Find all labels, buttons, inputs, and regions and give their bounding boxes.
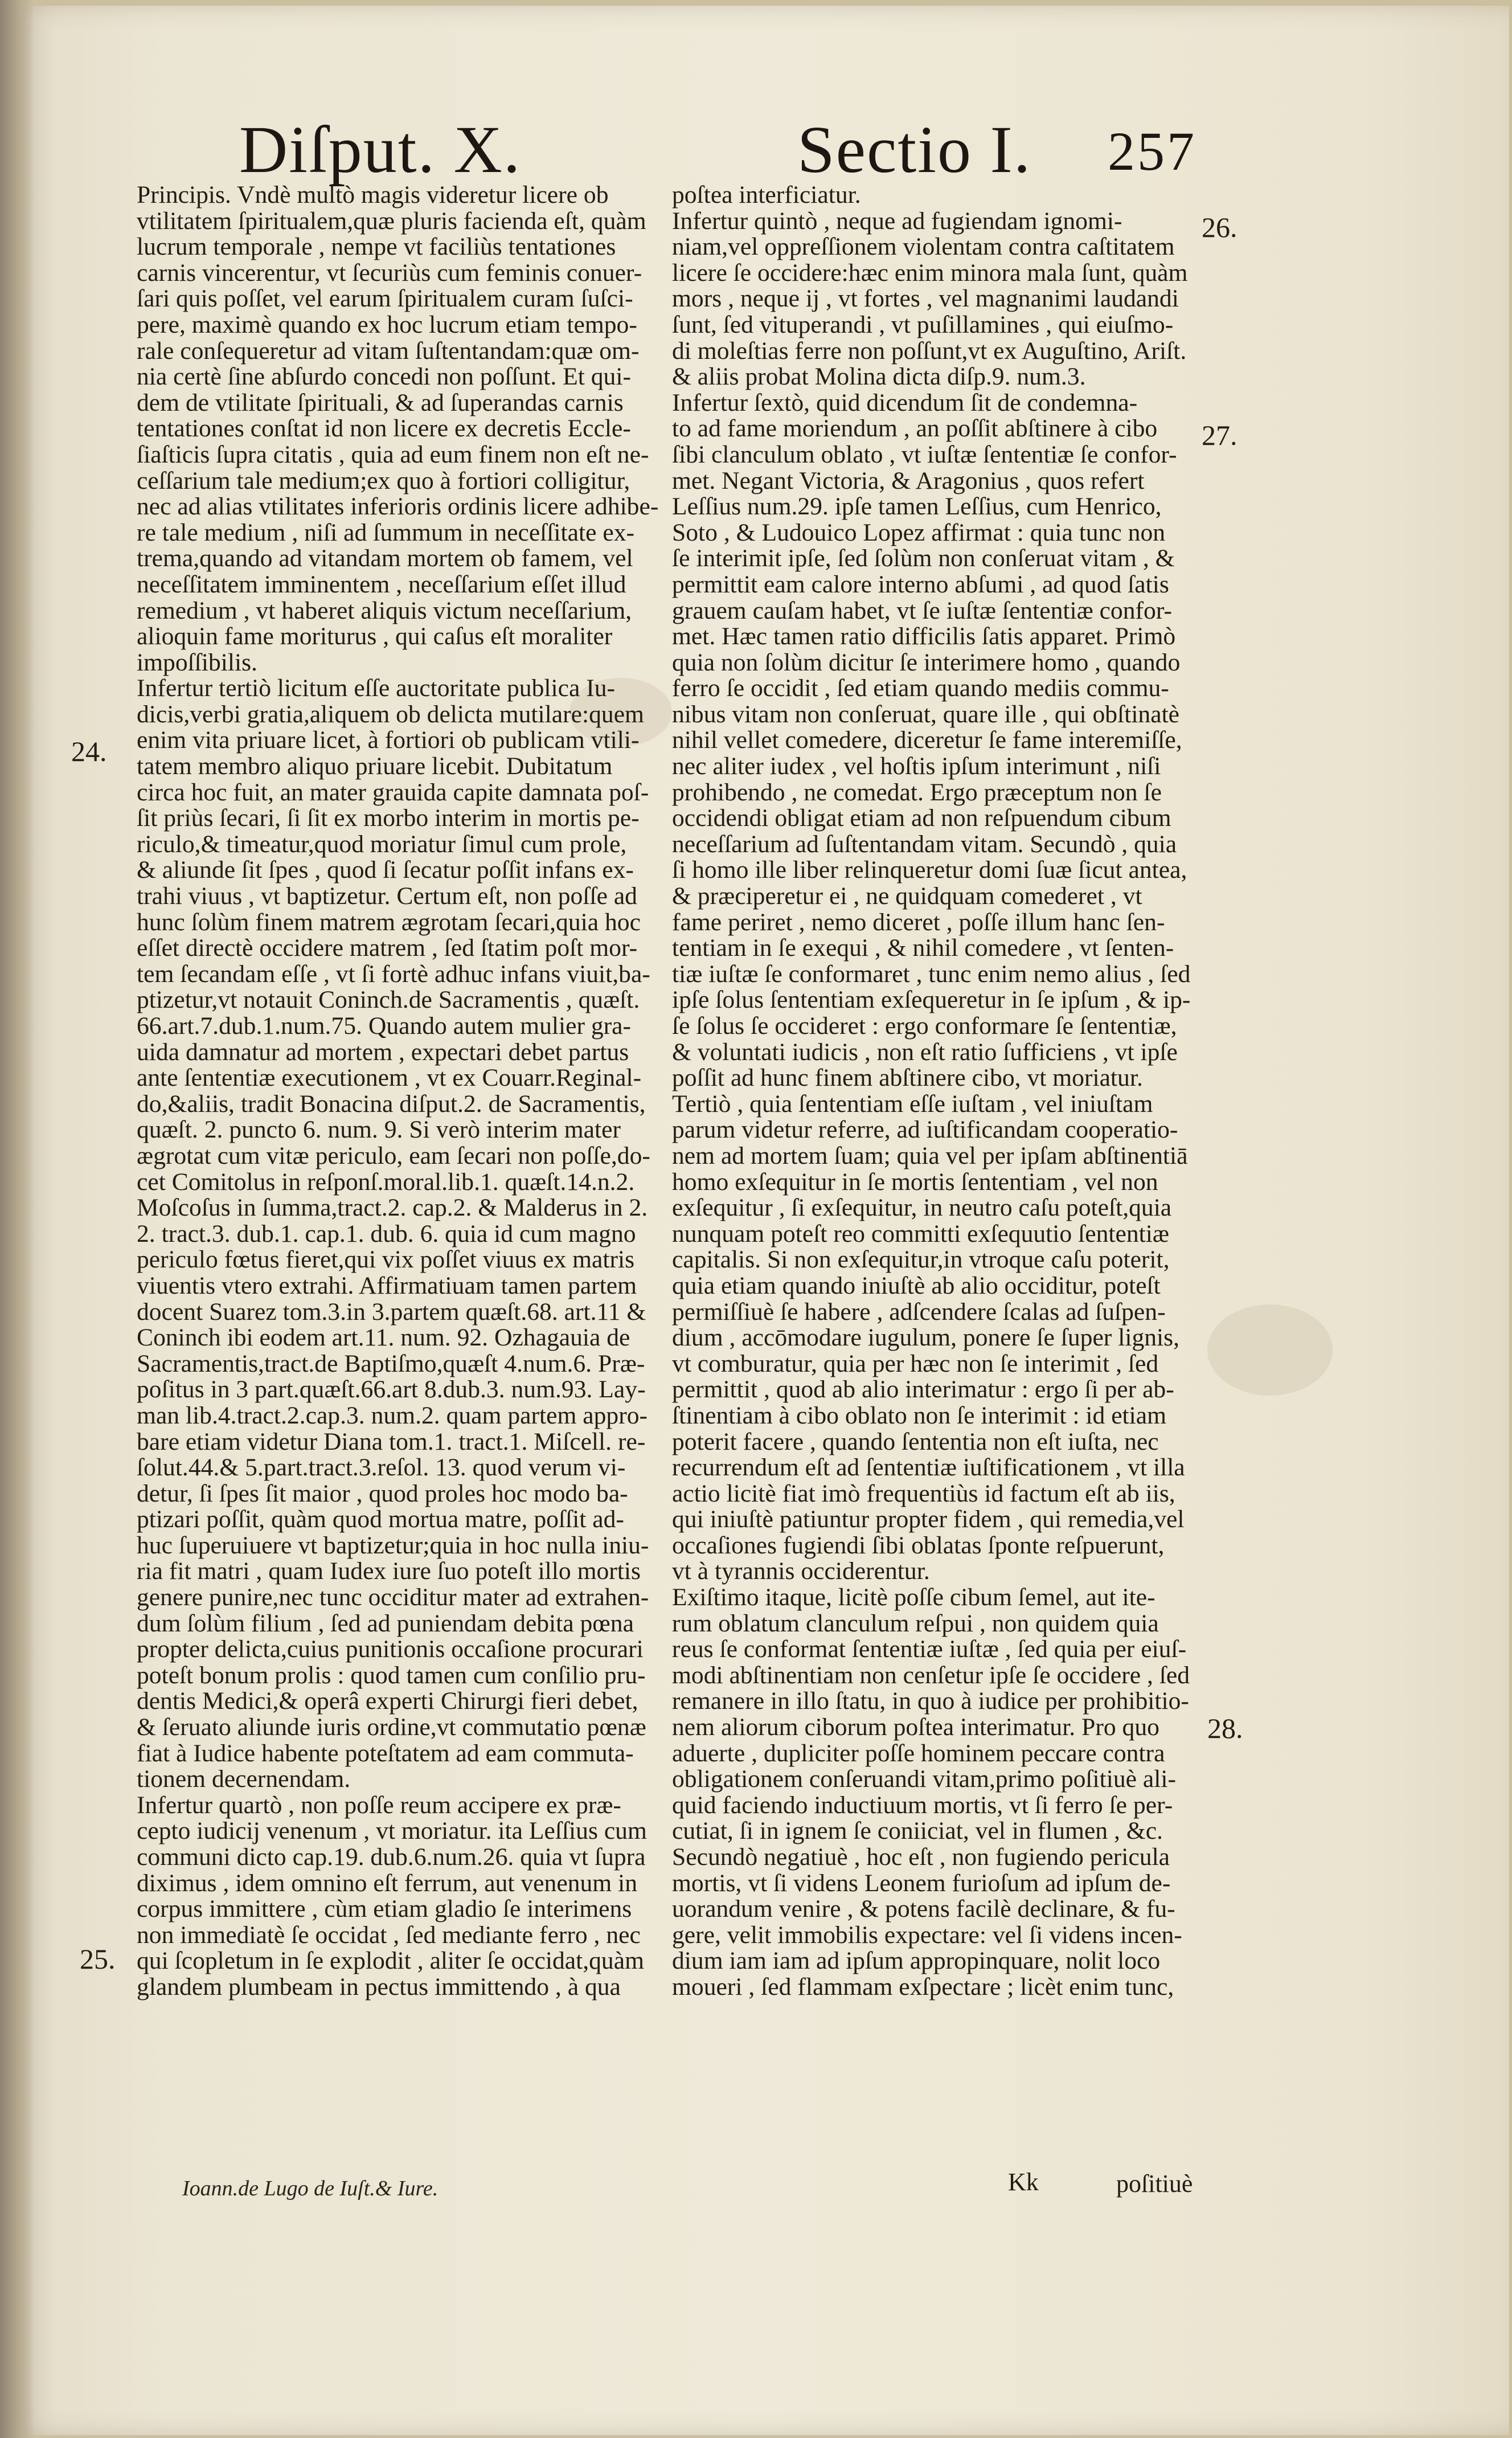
text-line: poſitus in 3 part.quæſt.66.art 8.dub.3. num.93. Lay- (137, 1376, 646, 1404)
text-line: impoſſibilis. (137, 648, 257, 676)
text-line: Principis. Vndè multò magis videretur licere ob (137, 181, 609, 208)
text-line: tentiam in ſe exequi , & nihil comedere , vt ſenten- (672, 934, 1174, 962)
text-line: moueri , ſed flammam exſpectare ; licèt enim tunc, (672, 1973, 1174, 2001)
text-line: alioquin fame moriturus , qui caſus eſt moraliter (137, 623, 613, 651)
text-line: dicis,verbi gratia,aliquem ob delicta mutilare:quem (137, 700, 644, 728)
text-line: Exiſtimo itaque, licitè poſſe cibum ſemel, aut ite- (672, 1584, 1155, 1611)
text-line: nec ad alias vtilitates inferioris ordinis licere adhibe- (137, 493, 659, 521)
text-line: prohibendo , ne comedat. Ergo præceptum non ſe (672, 778, 1162, 806)
text-line: carnis vincerentur, vt ſecuriùs cum feminis conuer- (137, 259, 642, 287)
margin-number-26: 26. (1202, 211, 1238, 243)
text-line: do,&aliis, tradit Bonacina diſput.2. de Sacramentis, (137, 1090, 646, 1118)
text-line: & aliis probat Molina dicta diſp.9. num.3. (672, 363, 1086, 391)
text-line: vt comburatur, quia per hæc non ſe interimit , ſed (672, 1349, 1159, 1377)
text-line: ptizetur,vt notauit Coninch.de Sacramentis , quæſt. (137, 986, 640, 1014)
text-line: quæſt. 2. puncto 6. num. 9. Si verò interim mater (137, 1116, 621, 1144)
text-line: fiat à Iudice habente poteſtatem ad eam commuta- (137, 1739, 634, 1767)
text-line: actio licitè fiat imò frequentiùs id factum eſt ab iis, (672, 1479, 1175, 1507)
text-line: nibus vitam non conſeruat, quare ille , qui obſtinatè (672, 700, 1180, 728)
text-line: ipſe ſolus ſententiam exſequeretur in ſe ipſum , & ip- (672, 986, 1191, 1014)
text-line: huc ſuperuiuere vt baptizetur;quia in hoc nulla iniu- (137, 1531, 649, 1559)
text-line: vt à tyrannis occiderentur. (672, 1557, 930, 1585)
text-line: non immediatè ſe occidat , ſed mediante ferro , nec (137, 1921, 641, 1949)
text-line: permittit eam calore interno abſumi , ad quod ſatis (672, 570, 1169, 598)
text-line: quid faciendo inductiuum mortis, vt ſi ferro ſe per- (672, 1791, 1173, 1819)
text-line: diximus , idem omnino eſt ferrum, aut venenum in (137, 1869, 637, 1897)
text-line: nec aliter iudex , vel hoſtis ipſum interimunt , niſi (672, 752, 1161, 780)
text-line: poſtea interficiatur. (672, 181, 861, 208)
running-head-section: Sectio I. (797, 112, 1032, 187)
text-line: ante ſententiæ executionem , vt ex Couarr.Reginal- (137, 1064, 642, 1092)
text-line: dum ſolùm filium , ſed ad puniendam debita pœna (137, 1609, 634, 1637)
text-line: ſe ſolus ſe occideret : ergo conformare ſe ſententiæ, (672, 1012, 1177, 1040)
text-line: Moſcoſus in ſumma,tract.2. cap.2. & Malderus in 2. (137, 1194, 648, 1222)
text-line: met. Hæc tamen ratio difficilis ſatis apparet. Primò (672, 623, 1176, 651)
text-line: genere punire,nec tunc occiditur mater ad extrahen- (137, 1584, 649, 1611)
text-line: niam,vel oppreſſionem violentam contra caſtitatem (672, 233, 1175, 261)
text-line: mortis, vt ſi videns Leonem furioſum ad ipſum de- (672, 1869, 1171, 1897)
text-line: ferro ſe occidit , ſed etiam quando mediis commu- (672, 674, 1169, 702)
text-line: poteſt bonum prolis : quod tamen cum conſilio pru- (137, 1661, 646, 1689)
text-line: ſolut.44.& 5.part.tract.3.reſol. 13. quod verum vi- (137, 1454, 626, 1482)
text-line: lucrum temporale , nempe vt faciliùs tentationes (137, 233, 616, 261)
text-line: & aliunde ſit ſpes , quod ſi ſecatur poſſit infans ex- (137, 856, 634, 884)
signature-mark: Kk (1008, 2168, 1039, 2196)
text-line: vtilitatem ſpiritualem,quæ pluris facienda eſt, quàm (137, 207, 646, 235)
text-line: recurrendum eſt ad ſententiæ iuſtificationem , vt illa (672, 1454, 1185, 1482)
text-line: ſibi clanculum oblato , vt iuſtæ ſententiæ ſe confor- (672, 440, 1177, 468)
text-line: qui ſcopletum in ſe explodit , aliter ſe occidat,quàm (137, 1947, 644, 1975)
text-line: trahi viuus , vt baptizetur. Certum eſt, non poſſe ad (137, 882, 637, 910)
text-line: ægrotat cum vitæ periculo, eam ſecari non poſſe,do- (137, 1142, 650, 1169)
text-line: permittit , quod ab alio interimatur : ergo ſi per ab- (672, 1376, 1174, 1404)
text-line: quia non ſolùm dicitur ſe interimere homo , quando (672, 648, 1181, 676)
text-line: & ſeruato aliunde iuris ordine,vt commutatio pœnæ (137, 1713, 646, 1741)
text-line: grauem cauſam habet, vt ſe iuſtæ ſententiæ confor- (672, 596, 1172, 624)
text-line: tiæ iuſtæ ſe conformaret , tunc enim nemo alius , ſed (672, 960, 1191, 988)
text-line: re tale medium , niſi ad ſummum in neceſſitate ex- (137, 518, 635, 546)
text-line: glandem plumbeam in pectus immittendo , à qua (137, 1973, 621, 2001)
text-line: tatem membro aliquo priuare licebit. Dubitatum (137, 752, 613, 780)
text-line: periculo fœtus fieret,qui vix poſſet viuus ex matris (137, 1246, 635, 1274)
text-line: reus ſe conformat ſententiæ iuſtæ , ſed quia per eiuſ- (672, 1635, 1187, 1663)
text-line: poterit facere , quando ſententia non eſt iuſta, nec (672, 1427, 1159, 1455)
text-line: aduerte , dupliciter poſſe hominem peccare contra (672, 1739, 1165, 1767)
running-head-left: Diſput. X. (239, 112, 522, 187)
margin-number-28: 28. (1207, 1712, 1243, 1744)
text-line: dem de vtilitate ſpirituali, & ad ſuperandas carnis (137, 388, 624, 416)
text-line: tionem decernendam. (137, 1765, 351, 1793)
text-line: ptizari poſſit, quàm quod mortua matre, poſſit ad- (137, 1506, 624, 1533)
text-line: to ad fame moriendum , an poſſit abſtinere à cibo (672, 415, 1158, 443)
text-line: licere ſe occidere:hæc enim minora mala ſunt, quàm (672, 259, 1188, 287)
text-line: docent Suarez tom.3.in 3.partem quæſt.68. art.11 & (137, 1298, 646, 1326)
text-line: remanere in illo ſtatu, in quo à iudice per prohibitio- (672, 1687, 1189, 1715)
text-line: exſequitur , ſi exſequitur, in neutro caſu poteſt,quia (672, 1194, 1172, 1222)
text-line: nem aliorum ciborum poſtea interimatur. Pro quo (672, 1713, 1159, 1741)
text-line: capitalis. Si non exſequitur,in vtroque caſu poterit, (672, 1246, 1170, 1274)
text-line: nunquam poteſt reo committi exſequutio ſententiæ (672, 1220, 1169, 1247)
text-line: obligationem conſeruandi vitam,primo poſitiuè ali- (672, 1765, 1176, 1793)
margin-number-27: 27. (1202, 419, 1238, 451)
text-line: Tertiò , quia ſententiam eſſe iuſtam , vel iniuſtam (672, 1090, 1153, 1118)
text-line: ſit priùs ſecari, ſi ſit ex morbo interim in mortis pe- (137, 804, 640, 832)
text-line: man lib.4.tract.2.cap.3. num.2. quam partem appro- (137, 1401, 648, 1429)
text-line: trema,quando ad vitandam mortem ob famem, vel (137, 545, 633, 572)
text-line: Soto , & Ludouico Lopez affirmat : quia tunc non (672, 518, 1166, 546)
text-line: tentationes conſtat id non licere ex decretis Eccle- (137, 415, 631, 443)
text-line: dium iam iam ad ipſum appropinquare, nolit loco (672, 1947, 1161, 1975)
text-line: gere, velit immobilis expectare: vel ſi videns incen- (672, 1921, 1182, 1949)
text-line: tem ſecandam eſſe , vt ſi fortè adhuc infans viuit,ba- (137, 960, 650, 988)
text-line: Infertur quintò , neque ad fugiendam ignomi- (672, 207, 1122, 235)
text-line: neceſſarium ad ſuſtentandam vitam. Secundò , quia (672, 830, 1177, 858)
text-line: quia etiam quando iniuſtè ab alio occiditur, poteſt (672, 1271, 1161, 1299)
right-column (672, 181, 1191, 2001)
left-column (137, 181, 659, 2001)
text-line: propter delicta,cuius punitionis occaſione procurari (137, 1635, 644, 1663)
text-line: di moleſtias ferre non poſſunt,vt ex Auguſtino, Ariſt. (672, 337, 1187, 365)
text-line: occaſiones fugiendi ſibi oblatas ſponte reſpuerunt, (672, 1531, 1165, 1559)
margin-number-25: 25. (80, 1943, 116, 1975)
text-line: poſſit ad hunc finem abſtinere cibo, vt moriatur. (672, 1064, 1143, 1092)
text-line: nia certè ſine abſurdo concedi non poſſunt. Et qui- (137, 363, 631, 391)
text-line: & voluntati iudicis , non eſt ratio ſufficiens , vt ipſe (672, 1038, 1178, 1066)
paper-stain (1207, 1304, 1333, 1396)
text-line: cepto iudicij venenum , vt moriatur. ita Leſſius cum (137, 1817, 647, 1845)
text-line: dium , accōmodare iugulum, ponere ſe ſuper lignis, (672, 1324, 1180, 1352)
text-line: detur, ſi ſpes ſit maior , quod proles hoc modo ba- (137, 1479, 628, 1507)
text-line: circa hoc fuit, an mater grauida capite damnata poſ- (137, 778, 649, 806)
text-line: cutiat, ſi in ignem ſe coniiciat, vel in flumen , &c. (672, 1817, 1163, 1845)
text-line: enim vita priuare licet, à fortiori ob publicam vtili- (137, 726, 640, 754)
text-line: Infertur tertiò licitum eſſe auctoritate publica Iu- (137, 674, 616, 702)
text-line: nihil vellet comedere, diceretur ſe fame interemiſſe, (672, 726, 1182, 754)
catchword: poſitiuè (1116, 2170, 1193, 2198)
text-line: rale conſequeretur ad vitam ſuſtentandam:quæ om- (137, 337, 640, 365)
text-line: ſi homo ille liber relinqueretur domi ſuæ ſicut antea, (672, 856, 1187, 884)
text-line: homo exſequitur in ſe mortis ſententiam , vel non (672, 1168, 1158, 1196)
text-line: occidendi obligat etiam ad non reſpuendum cibum (672, 804, 1171, 832)
text-line: Sacramentis,tract.de Baptiſmo,quæſt 4.num.6. Præ- (137, 1349, 645, 1377)
text-line: 66.art.7.dub.1.num.75. Quando autem mulier gra- (137, 1012, 632, 1040)
text-line: riculo,& timeatur,quod moriatur ſimul cum prole, (137, 830, 627, 858)
text-line: ſtinentiam à cibo oblato non ſe interimit : id etiam (672, 1401, 1167, 1429)
text-line: pere, maximè quando ex hoc lucrum etiam tempo- (137, 310, 637, 338)
text-line: dentis Medici,& operâ experti Chirurgi fieri debet, (137, 1687, 638, 1715)
text-line: uida damnatur ad mortem , expectari debet partus (137, 1038, 629, 1066)
text-line: parum videtur referre, ad iuſtificandam cooperatio- (672, 1116, 1178, 1144)
text-line: viuentis vtero extrahi. Affirmatiuam tamen partem (137, 1271, 637, 1299)
text-line: & præciperetur ei , ne quidquam comederet , vt (672, 882, 1142, 910)
text-line: Leſſius num.29. ipſe tamen Leſſius, cum Henrico, (672, 493, 1162, 521)
text-line: communi dicto cap.19. dub.6.num.26. quia vt ſupra (137, 1843, 646, 1871)
text-line: met. Negant Victoria, & Aragonius , quos refert (672, 467, 1145, 494)
text-line: neceſſitatem imminentem , neceſſarium eſſet illud (137, 570, 626, 598)
text-line: ſunt, ſed vituperandi , vt puſillamines , qui eiuſmo- (672, 310, 1174, 338)
text-line: qui iniuſtè patiuntur propter fidem , qui remedia,vel (672, 1506, 1185, 1533)
text-line: Coninch ibi eodem art.11. num. 92. Ozhagauia de (137, 1324, 630, 1352)
text-line: ſe interimit ipſe, ſed ſolùm non conſeruat vitam , & (672, 545, 1175, 572)
text-line: mors , neque ij , vt fortes , vel magnanimi laudandi (672, 285, 1179, 313)
footer-signature-line: Ioann.de Lugo de Iuſt.& Iure. (182, 2177, 439, 2200)
text-line: modi abſtinentiam non cenſetur ipſe ſe occidere , ſed (672, 1661, 1190, 1689)
text-line: uorandum venire , & potens facilè declinare, & fu- (672, 1895, 1175, 1923)
text-line: cet Comitolus in reſponſ.moral.lib.1. quæſt.14.n.2. (137, 1168, 635, 1196)
text-line: corpus immittere , cùm etiam gladio ſe interimens (137, 1895, 632, 1923)
text-line: ſiaſticis ſupra citatis , quia ad eum finem non eſt ne- (137, 440, 649, 468)
text-line: nem ad mortem ſuam; quia vel per ipſam abſtinentiā (672, 1142, 1188, 1169)
text-line: hunc ſolùm finem matrem ægrotam ſecari,quia hoc (137, 908, 641, 936)
text-line: Infertur quartò , non poſſe reum accipere ex præ- (137, 1791, 621, 1819)
text-line: eſſet directè occidere matrem , ſed ſtatim poſt mor- (137, 934, 638, 962)
text-line: ſari quis poſſet, vel earum ſpiritualem curam ſuſci- (137, 285, 633, 313)
text-line: Infertur ſextò, quid dicendum ſit de condemna- (672, 388, 1138, 416)
text-line: ria fit matri , quam Iudex iure ſuo poteſt illo mortis (137, 1557, 641, 1585)
text-line: permiſſiuè ſe habere , adſcendere ſcalas ad ſuſpen- (672, 1298, 1166, 1326)
text-line: Secundò negatiuè , hoc eſt , non fugiendo pericula (672, 1843, 1170, 1871)
text-line: rum oblatum clanculum reſpui , non quidem quia (672, 1609, 1159, 1637)
text-line: 2. tract.3. dub.1. cap.1. dub. 6. quia id cum magno (137, 1220, 636, 1247)
margin-number-24: 24. (71, 735, 107, 767)
book-gutter (0, 0, 34, 2438)
text-line: bare etiam videtur Diana tom.1. tract.1. Miſcell. re- (137, 1427, 646, 1455)
page-number: 257 (1108, 121, 1197, 182)
text-line: fame periret , nemo diceret , poſſe illum hanc ſen- (672, 908, 1165, 936)
text-line: remedium , vt haberet aliquis victum neceſſarium, (137, 596, 632, 624)
text-line: ceſſarium tale medium;ex quo à fortiori colligitur, (137, 467, 630, 494)
